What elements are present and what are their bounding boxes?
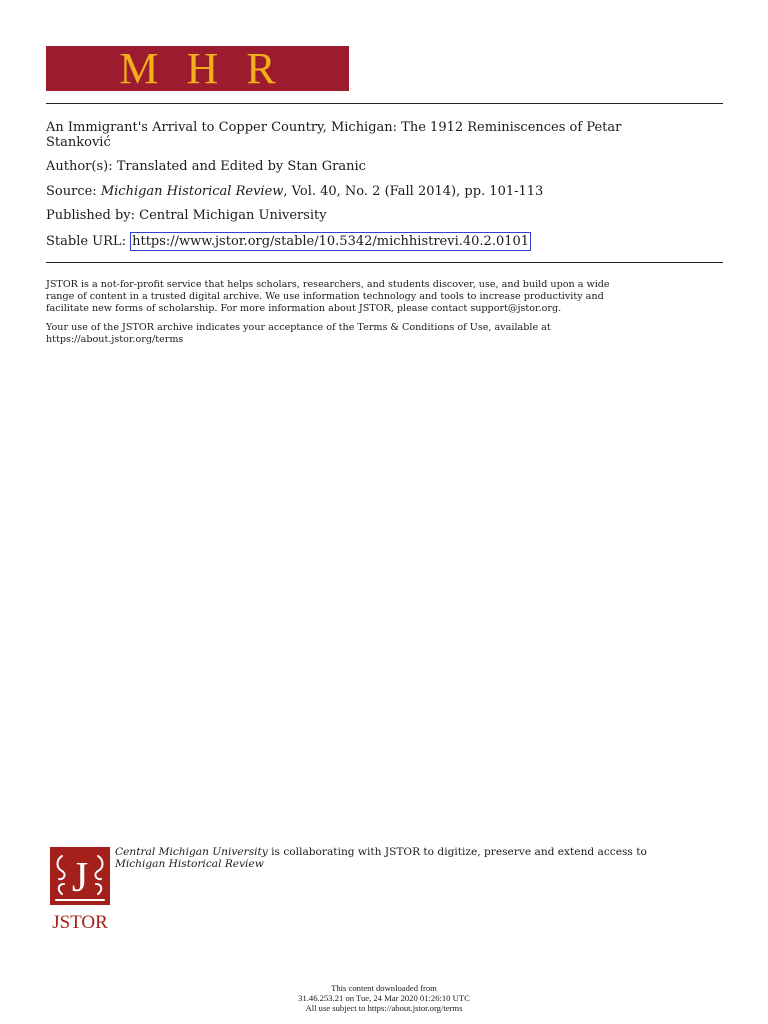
source-label: Source: — [46, 184, 97, 199]
notice-line-3: facilitate new forms of scholarship. For more information about JSTOR, please contact support@jstor.org. — [46, 302, 562, 314]
notice-line-2: range of content in a trusted digital archive. We use information technology and tools to increase productivity and — [46, 290, 604, 302]
jstor-wordmark: JSTOR — [52, 912, 108, 932]
author-label: Author(s): — [46, 159, 113, 174]
svg-text:J: J — [71, 855, 89, 901]
notice-line-1: JSTOR is a not-for-profit service that helps scholars, researchers, and students discover, use, and build upon a wide — [46, 279, 610, 290]
collab-journal: Michigan Historical Review — [115, 858, 264, 870]
mhr-logo-banner — [46, 46, 349, 91]
author-row — [46, 159, 366, 174]
stable-url-row — [46, 232, 531, 251]
terms-notice — [46, 322, 736, 346]
terms-link[interactable]: https://about.jstor.org/terms — [46, 333, 184, 345]
jstor-seal-icon — [46, 846, 114, 932]
source-row — [46, 184, 543, 199]
download-footer — [0, 983, 768, 1013]
terms-line-1: Your use of the JSTOR archive indicates your acceptance of the Terms & Conditions of Use, available at — [46, 322, 551, 333]
footer-line-3: All use subject to https://about.jstor.org/terms — [305, 1003, 463, 1013]
collaboration-statement — [115, 846, 735, 870]
publisher-value: Central Michigan University — [139, 208, 327, 223]
source-journal: Michigan Historical Review — [100, 184, 284, 199]
collab-institution: Central Michigan University — [115, 846, 268, 858]
author-value: Translated and Edited by Stan Granic — [116, 159, 366, 174]
middle-divider — [46, 262, 723, 263]
jstor-logo — [46, 846, 114, 932]
mhr-logo-text: MHR — [119, 44, 304, 93]
publisher-row — [46, 208, 327, 223]
collab-text: is collaborating with JSTOR to digitize, preserve and extend access to — [271, 846, 647, 858]
footer-line-1: This content downloaded from — [331, 983, 437, 993]
publisher-label: Published by: — [46, 208, 135, 223]
source-details: , Vol. 40, No. 2 (Fall 2014), pp. 101-113 — [283, 184, 544, 199]
stable-url-label: Stable URL: — [46, 234, 126, 249]
top-divider — [46, 103, 723, 104]
footer-line-2: 31.46.253.21 on Tue, 24 Mar 2020 01:26:10 UTC — [298, 993, 470, 1003]
article-title-line-2: Stanković — [46, 135, 111, 150]
stable-url-link[interactable]: https://www.jstor.org/stable/10.5342/michhistrevi.40.2.0101 — [132, 234, 530, 249]
article-title-line-1: An Immigrant's Arrival to Copper Country, Michigan: The 1912 Reminiscences of Petar — [46, 120, 622, 135]
jstor-notice — [46, 279, 736, 314]
